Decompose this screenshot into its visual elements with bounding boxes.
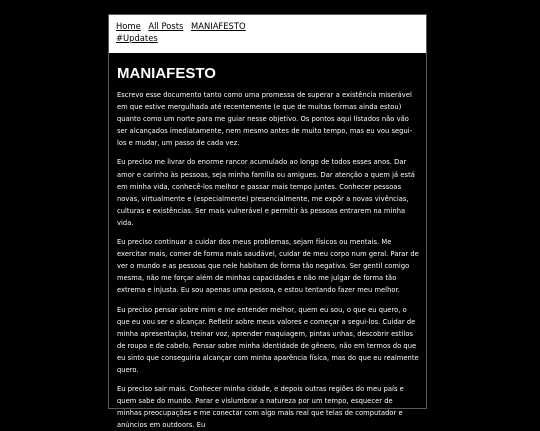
post-paragraph: Eu preciso pensar sobre mim e me entender melhor, quem eu sou, o que eu quero, o que eu vou ser e alcançar. Refletir sobre meus valores e começar a segui-los. Cuidar de minha apresentação, treinar voz, aprender maquiagem, pintas unhas, descobrir estilos de roupa e de cabelo. Pensar sobre minha identidade de gênero, não em termos do que eu sinto que conseguiria alcançar com minha aparência física, mas do que eu realmente quero. bbox=[117, 305, 419, 374]
post-title: MANIAFESTO bbox=[117, 65, 216, 82]
nav-link-updates[interactable]: #Updates bbox=[116, 33, 158, 43]
nav-link-maniafesto[interactable]: MANIAFESTO bbox=[191, 21, 246, 31]
top-nav bbox=[109, 15, 426, 53]
nav-link-all-posts[interactable]: All Posts bbox=[148, 21, 184, 31]
post-paragraph: Eu preciso me livrar do enorme rancor acumulado ao longo de todos esses anos. Dar amor e carinho às pessoas, seja minha família ou amigues. Dar atenção a quem já está em minha vida, conhecê-los melhor e passar mais tempo juntes. Conhecer pessoas novas, virtualmente e (especialmente) presencialmente, me expôr a novas vivências, culturas e existências. Ser mais vulnerável e permitir às pessoas entrarem na minha vida. bbox=[117, 158, 415, 227]
post-paragraph: Eu preciso sair mais. Conhecer minha cidade, e depois outras regiões do meu país e quem sabe do mundo. Parar e vislumbrar a natureza por um tempo, esquecer de minhas preocupações e me conectar com algo mais real que telas de computador e anúncios em outdoors. Eu bbox=[117, 385, 404, 430]
post-paragraph: Escrevo esse documento tanto como uma promessa de superar a existência miserável em que estive mergulhada até recentemente (e que de muitas formas ainda estou) quanto como um norte para me guiar nesse objetivo. Os pontos aqui listados não vão ser alcançados imediatamente, nem mesmo antes de muito tempo, mas eu vou segui-los e mudar, um passo de cada vez. bbox=[117, 91, 413, 148]
post-content bbox=[109, 53, 426, 431]
page-container bbox=[108, 14, 427, 430]
post-paragraph: Eu preciso continuar a cuidar dos meus problemas, sejam físicos ou mentais. Me exercitar mais, comer de forma mais saudável, cuidar de meu corpo num geral. Parar de ver o mundo e as pessoas que nele habitam de forma tão negativa. Ser gentil comigo mesma, não me forçar além de minhas capacidades e não me julgar de forma tão extrema e injusta. Eu sou apenas uma pessoa, e estou tentando fazer meu melhor. bbox=[117, 238, 419, 295]
nav-link-home[interactable]: Home bbox=[116, 21, 141, 31]
